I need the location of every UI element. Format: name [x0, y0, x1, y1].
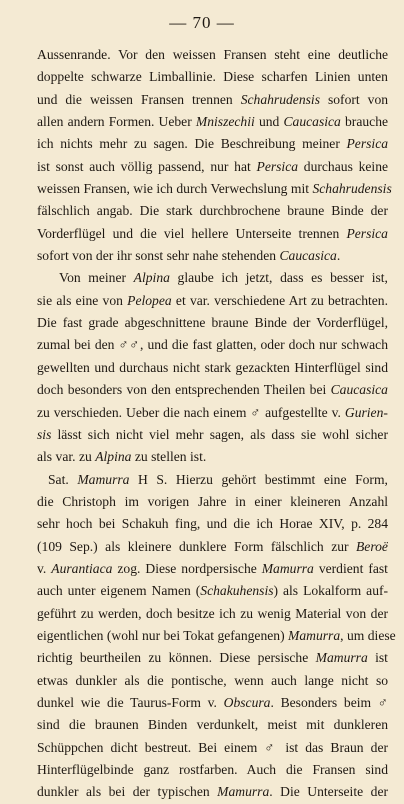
text-line: geführt zu werden, doch besitze ich zu wenig Material von der — [37, 605, 389, 621]
text-line: ich nichts mehr zu sagen. Die Beschreibung meiner Persica — [37, 136, 389, 152]
text-line: (109 Sep.) als kleinere dunklere Form fälschlich zur Beroë — [37, 538, 388, 554]
text-line: sind die braunen Binden verdunkelt, meist mit dunkleren — [37, 717, 389, 733]
text-line: die Christoph im vorigen Jahre in einer kleineren Anzahl — [37, 493, 389, 509]
text-line: etwas dunkler als die pontische, wenn auch lange nicht so — [37, 672, 389, 688]
text-line: sehr hoch bei Schakuh fing, und die ich Horae XIV, p. 284 — [37, 516, 389, 532]
text-line: fälschlich angab. Die stark durchbrochene braune Binde der — [37, 203, 388, 219]
text-line: sie als eine von Pelopea et var. verschiedene Art zu betrachten. — [37, 292, 389, 308]
text-line: Aussenrande. Vor den weissen Fransen steht eine deutliche — [37, 47, 389, 62]
text-line: doppelte schwarze Limballinie. Diese scharfen Linien unten — [37, 69, 388, 85]
text-line: dunkler als bei der typischen Mamurra. Die Unterseite der — [37, 784, 388, 800]
text-line: als var. zu Alpina zu stellen ist. — [37, 449, 207, 465]
text-line: eigentlichen (wohl nur bei Tokat gefangenen) Mamurra, um diese — [37, 627, 396, 643]
text-line: Die fast grade abgeschnittene braune Binde der Vorderflügel, — [37, 315, 389, 331]
text-line: Von meiner Alpina glaube ich jetzt, dass es besser ist, — [59, 270, 388, 286]
text-line: Hinterflügelbinde ganz rostfarben. Auch die Fransen sind — [37, 762, 389, 777]
text-line: Sat. Mamurra H S. Hierzu gehört bestimmt eine Form, — [48, 471, 388, 487]
text-line: Schüppchen dicht bestreut. Bei einem ♂ ist das Braun der — [37, 739, 389, 755]
page-number: — 70 — — [169, 13, 235, 32]
text-line: v. Aurantiaca zog. Diese nordpersische Mamurra verdient fast — [37, 560, 388, 576]
text-line: zu verschieden. Ueber die nach einem ♂ aufgestellte v. Gurien- — [37, 404, 388, 420]
text-line: weissen Fransen, wie ich durch Verwechslung mit Schahrudensis — [37, 181, 392, 197]
text-line: Vorderflügel und die viel hellere Unterseite trennen Persica — [37, 225, 388, 241]
text-line: ist sonst auch völlig passend, nur hat Persica durchaus keine — [37, 158, 389, 174]
text-line: sis lässt sich nicht viel mehr sagen, als dass sie wohl sicher — [37, 426, 388, 442]
text-line: zumal bei den ♂♂, und die fast glatten, oder doch nur schwach — [37, 337, 389, 353]
text-line: und die weissen Fransen trennen Schahrudensis sofort von — [37, 91, 389, 107]
text-line: doch besonders von den entsprechenden Theilen bei Caucasica — [37, 382, 388, 398]
text-line: richtig beurtheilen zu können. Diese persische Mamurra ist — [37, 650, 388, 666]
text-line: gewellten und durchaus nicht stark gezackten Hinterflügel sind — [37, 359, 388, 375]
body-text — [37, 44, 396, 804]
text-line: sofort von der ihr sonst sehr nahe stehenden Caucasica. — [37, 248, 341, 264]
text-line: auch unter eigenem Namen (Schakuhensis) als Lokalform auf- — [37, 583, 389, 599]
text-line: dunkel wie die Taurus-Form v. Obscura. Besonders beim ♂ — [37, 694, 388, 710]
text-line: allen andern Formen. Ueber Mniszechii und Caucasica brauche — [37, 114, 389, 130]
